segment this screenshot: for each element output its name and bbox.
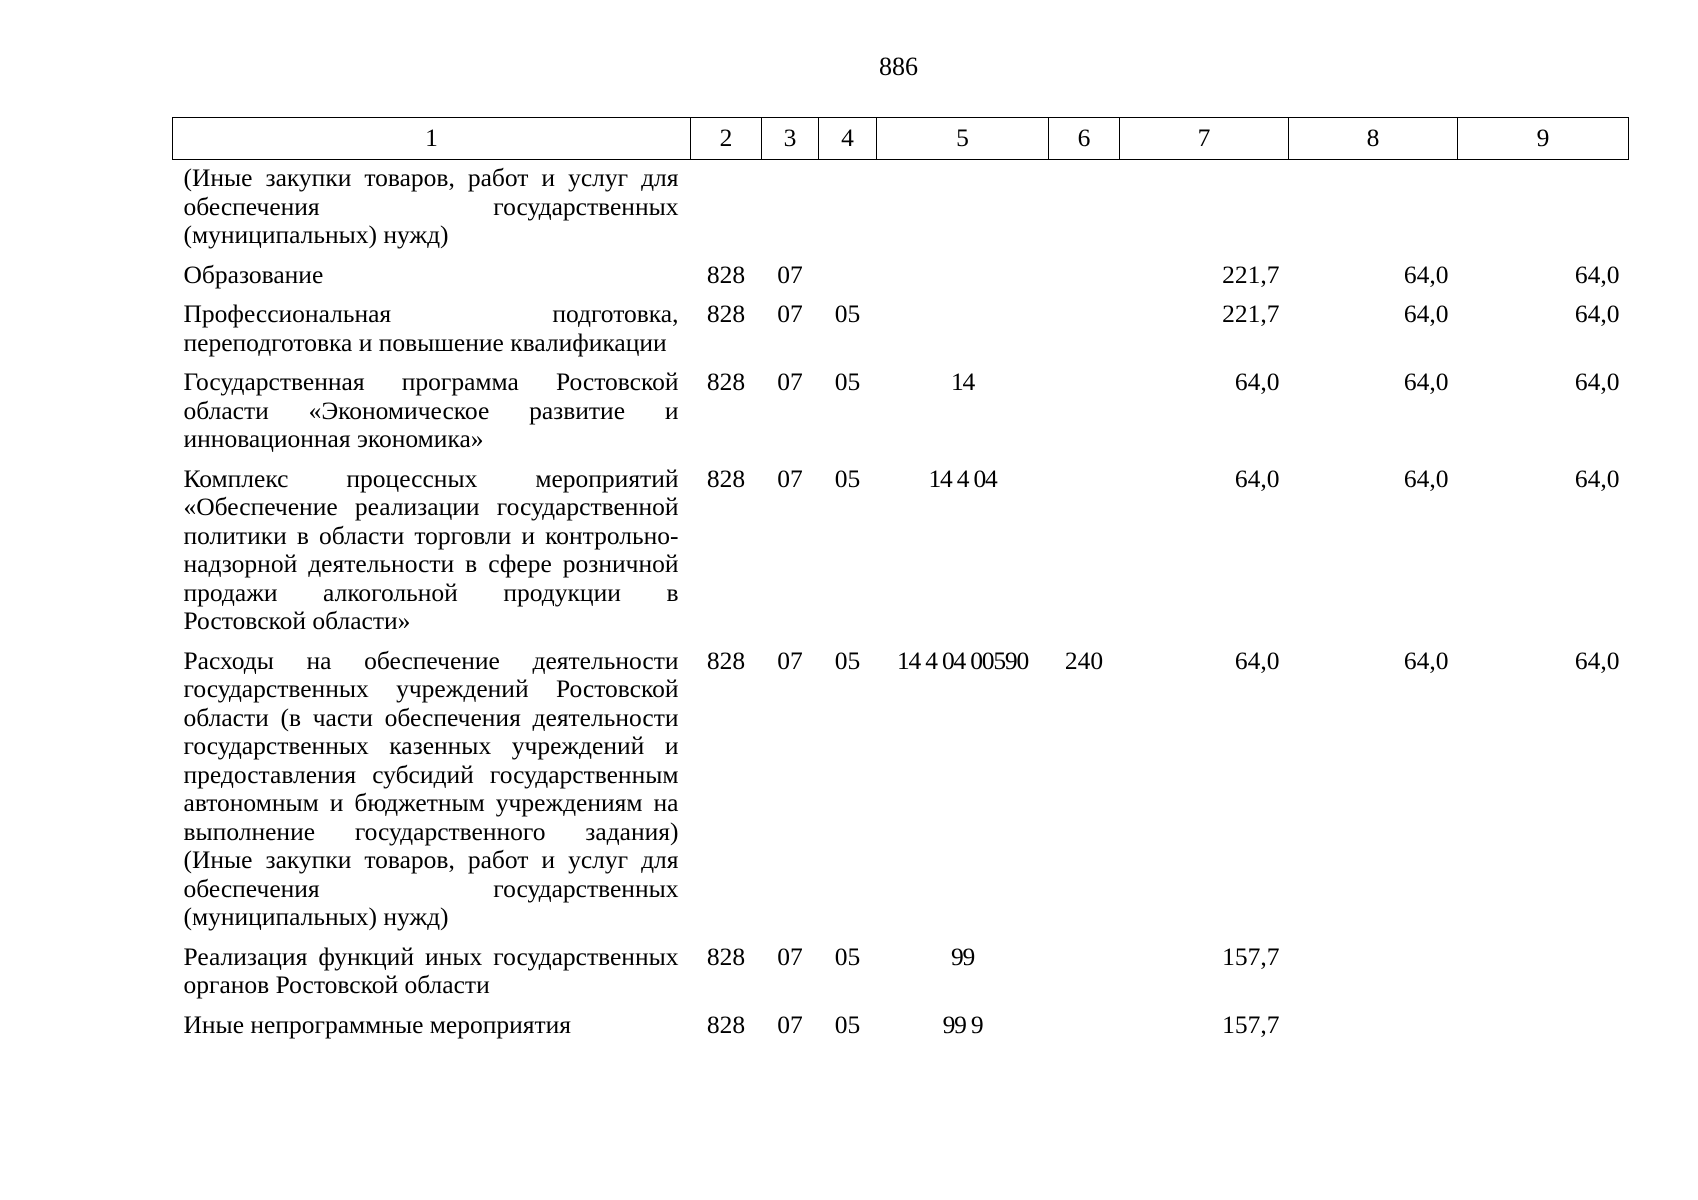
- cell-amount-9: 64,0: [1574, 367, 1620, 396]
- cell-expense-type: 240: [1064, 645, 1104, 675]
- budget-table: [172, 117, 1629, 1050]
- cell-expense-type: [1049, 261, 1120, 301]
- cell-section: 07: [777, 367, 803, 396]
- cell-amount-7: [1120, 160, 1289, 261]
- cell-ministry: 828: [706, 299, 746, 328]
- cell-amount-9: [1458, 943, 1629, 1011]
- table-row: [173, 465, 1629, 647]
- row-name: Государственная программа Ростовской области «Экономическое развитие и инновационная экономика»: [183, 367, 679, 453]
- cell-amount-8: [1289, 160, 1458, 261]
- table-row: [173, 368, 1629, 465]
- cell-amount-7: 221,7: [1222, 259, 1280, 289]
- cell-amount-8: [1289, 943, 1458, 1011]
- cell-expense-type: [1049, 300, 1120, 368]
- cell-subsection: 05: [834, 941, 861, 971]
- page-number: 886: [879, 52, 918, 81]
- table-row: [173, 647, 1629, 943]
- cell-amount-8: 64,0: [1403, 367, 1449, 396]
- cell-amount-7: 64,0: [1234, 645, 1280, 675]
- cell-target-article: [877, 261, 1049, 301]
- cell-ministry: 828: [706, 367, 746, 396]
- row-name: Комплекс процессных мероприятий «Обеспечение реализации государственной политики в области торговли и контрольно-надзорной деятельности в сфере розничной продажи алкогольной продукции в Ростовской области»: [183, 463, 679, 635]
- cell-expense-type: [1049, 943, 1120, 1011]
- cell-subsection: 05: [834, 367, 861, 396]
- column-header-3: 3: [762, 118, 819, 160]
- cell-subsection: 05: [834, 645, 861, 675]
- column-header-7: 7: [1120, 118, 1289, 160]
- cell-amount-9: 64,0: [1574, 259, 1620, 289]
- cell-target-article: 99: [950, 941, 975, 971]
- cell-expense-type: [1049, 1011, 1120, 1051]
- column-header-8: 8: [1289, 118, 1458, 160]
- cell-section: 07: [777, 299, 803, 328]
- header-row: [173, 118, 1629, 160]
- table-row: [173, 160, 1629, 261]
- cell-section: 07: [777, 1009, 803, 1039]
- cell-section: [762, 160, 819, 261]
- cell-amount-7: 64,0: [1234, 463, 1280, 493]
- column-header-6: 6: [1049, 118, 1120, 160]
- cell-expense-type: [1049, 160, 1120, 261]
- cell-target-article: 99 9: [942, 1009, 983, 1039]
- column-header-9: 9: [1458, 118, 1629, 160]
- column-header-5: 5: [877, 118, 1049, 160]
- cell-subsection: 05: [834, 463, 861, 493]
- cell-amount-9: 64,0: [1574, 645, 1620, 675]
- cell-amount-8: 64,0: [1403, 299, 1449, 328]
- column-header-1: 1: [173, 118, 691, 160]
- cell-target-article: 14: [950, 367, 975, 396]
- cell-ministry: 828: [706, 463, 746, 493]
- row-name: Расходы на обеспечение деятельности государственных учреждений Ростовской области (в части обеспечения деятельности государственных казенных учреждений и предоставления субсидий государственным автономным и бюджетным учреждениям на выполнение государственного задания) (Иные закупки товаров, работ и услуг для обеспечения государственных (муниципальных) нужд): [183, 645, 679, 931]
- cell-amount-8: 64,0: [1403, 463, 1449, 493]
- table-body: [173, 160, 1629, 1051]
- row-name: Образование: [183, 259, 324, 289]
- row-name: Профессиональная подготовка, переподготовка и повышение квалификации: [183, 299, 679, 357]
- column-header-4: 4: [819, 118, 877, 160]
- table-row: [173, 943, 1629, 1011]
- cell-amount-9: [1458, 160, 1629, 261]
- table-row: [173, 300, 1629, 368]
- cell-ministry: 828: [706, 259, 746, 289]
- cell-section: 07: [777, 259, 803, 289]
- cell-ministry: 828: [706, 1009, 746, 1039]
- cell-ministry: 828: [706, 645, 746, 675]
- cell-target-article: [877, 160, 1049, 261]
- cell-expense-type: [1049, 465, 1120, 647]
- cell-amount-8: [1289, 1011, 1458, 1051]
- cell-ministry: 828: [706, 941, 746, 971]
- cell-amount-7: 157,7: [1222, 1009, 1280, 1039]
- cell-amount-8: 64,0: [1403, 259, 1449, 289]
- cell-subsection: 05: [834, 299, 861, 328]
- row-name: (Иные закупки товаров, работ и услуг для обеспечения государственных (муниципальных) нужд): [183, 163, 679, 249]
- cell-amount-7: 157,7: [1222, 941, 1280, 971]
- cell-amount-8: 64,0: [1403, 645, 1449, 675]
- cell-section: 07: [777, 645, 803, 675]
- cell-section: 07: [777, 463, 803, 493]
- cell-subsection: [819, 261, 877, 301]
- row-name: Иные непрограммные мероприятия: [183, 1009, 572, 1039]
- table-row: [173, 1011, 1629, 1051]
- cell-expense-type: [1049, 368, 1120, 465]
- table-row: [173, 261, 1629, 301]
- cell-target-article: 14 4 04: [928, 463, 997, 493]
- cell-section: 07: [777, 941, 803, 971]
- cell-amount-9: 64,0: [1574, 299, 1620, 328]
- cell-amount-9: 64,0: [1574, 463, 1620, 493]
- cell-amount-7: 221,7: [1222, 299, 1280, 328]
- cell-subsection: 05: [834, 1009, 861, 1039]
- cell-amount-9: [1458, 1011, 1629, 1051]
- table-header: [173, 118, 1629, 160]
- cell-target-article: [877, 300, 1049, 368]
- cell-target-article: 14 4 04 00590: [896, 645, 1029, 675]
- column-header-2: 2: [691, 118, 762, 160]
- cell-amount-7: 64,0: [1234, 367, 1280, 396]
- row-name: Реализация функций иных государственных органов Ростовской области: [183, 941, 679, 999]
- cell-ministry: [691, 160, 762, 261]
- cell-subsection: [819, 160, 877, 261]
